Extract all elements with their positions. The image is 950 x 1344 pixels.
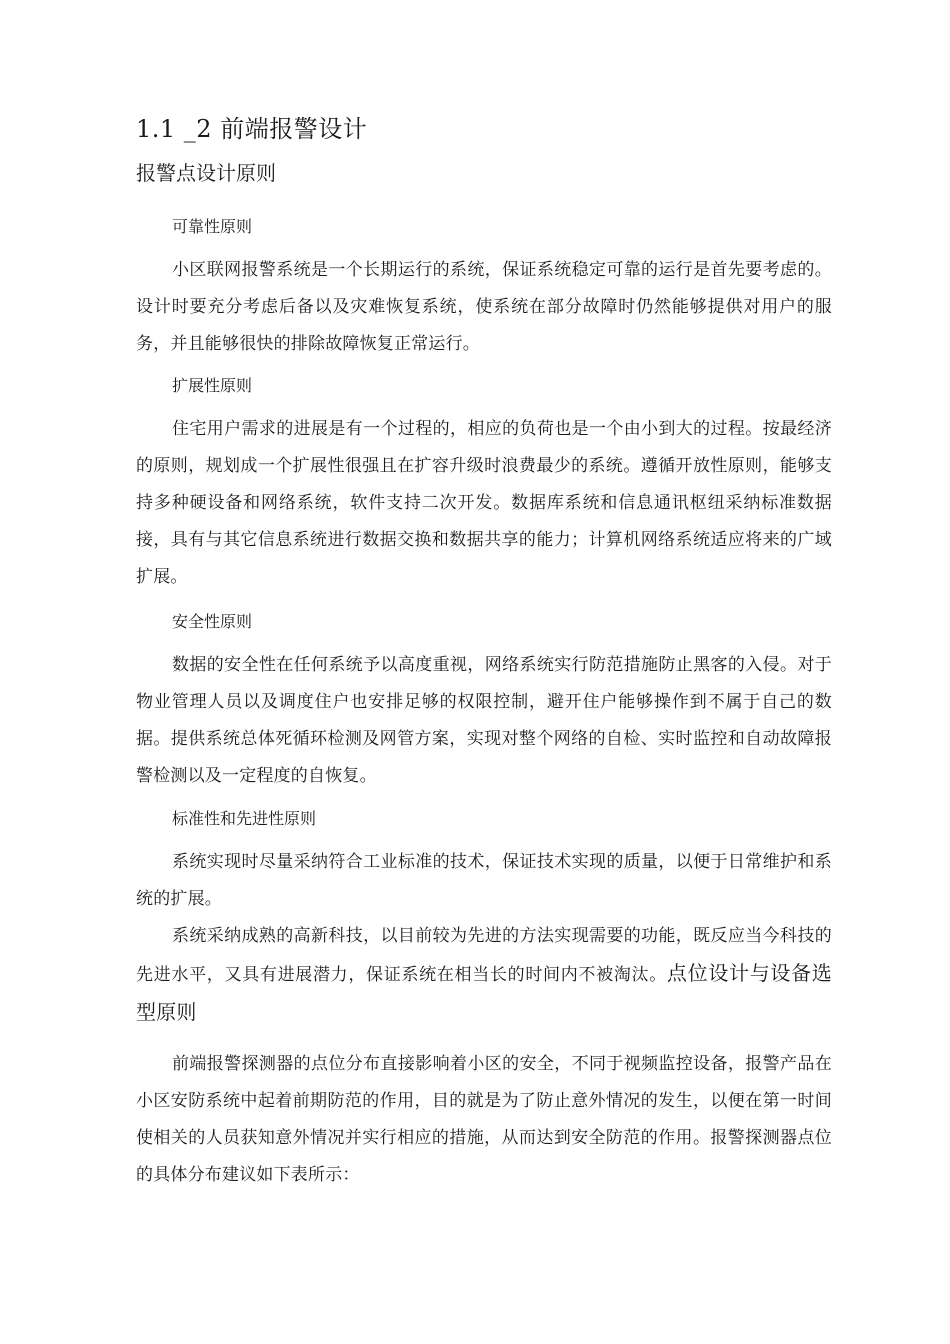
paragraph-standard-1: 系统实现时尽量采纳符合工业标准的技术，保证技术实现的质量，以便于日常维护和系统的扩展。 <box>136 852 832 909</box>
paragraph-reliability: 小区联网报警系统是一个长期运行的系统，保证系统稳定可靠的运行是首先要考虑的。设计时要充分考虑后备以及灾难恢复系统，使系统在部分故障时仍然能够提供对用户的服务，并且能够很快的排除故障恢复正常运行。 <box>136 260 832 354</box>
section-heading: 1.1 _2 前端报警设计 <box>136 115 368 143</box>
principle-title-security: 安全性原则 <box>172 612 253 631</box>
principle-title-reliability: 可靠性原则 <box>172 217 253 236</box>
principle-title-scalability: 扩展性原则 <box>172 376 253 395</box>
paragraph-point-design: 前端报警探测器的点位分布直接影响着小区的安全，不同于视频监控设备，报警产品在小区安防系统中起着前期防范的作用，目的就是为了防止意外情况的发生，以便在第一时间使相关的人员获知意外情况并实行相应的措施，从而达到安全防范的作用。报警探测器点位的具体分布建议如下表所示： <box>136 1054 832 1185</box>
paragraph-scalability: 住宅用户需求的进展是有一个过程的，相应的负荷也是一个由小到大的过程。按最经济的原则，规划成一个扩展性很强且在扩容升级时浪费最少的系统。遵循开放性原则，能够支持多种硬设备和网络系统，软件支持二次开发。数据库系统和信息通讯枢纽采纳标准数据接，具有与其它信息系统进行数据交换和数据共享的能力；计算机网络系统适应将来的广域扩展。 <box>136 419 832 587</box>
inline-subsection-heading: 点位设计与设备选型原则 <box>136 961 833 1024</box>
principle-title-standard: 标准性和先进性原则 <box>172 809 317 828</box>
paragraph-standard-2 <box>136 918 832 1033</box>
subsection-heading: 报警点设计原则 <box>136 161 276 185</box>
paragraph-security: 数据的安全性在任何系统予以高度重视，网络系统实行防范措施防止黑客的入侵。对于物业管理人员以及调度住户也安排足够的权限控制，避开住户能够操作到不属于自己的数据。提供系统总体死循环检测及网管方案，实现对整个网络的自检、实时监控和自动故障报警检测以及一定程度的自恢复。 <box>136 655 832 786</box>
paragraph-standard-2-text: 系统采纳成熟的高新科技，以目前较为先进的方法实现需要的功能，既反应当今科技的先进水平，又具有进展潜力，保证系统在相当长的时间内不被淘汰。 <box>136 926 832 985</box>
